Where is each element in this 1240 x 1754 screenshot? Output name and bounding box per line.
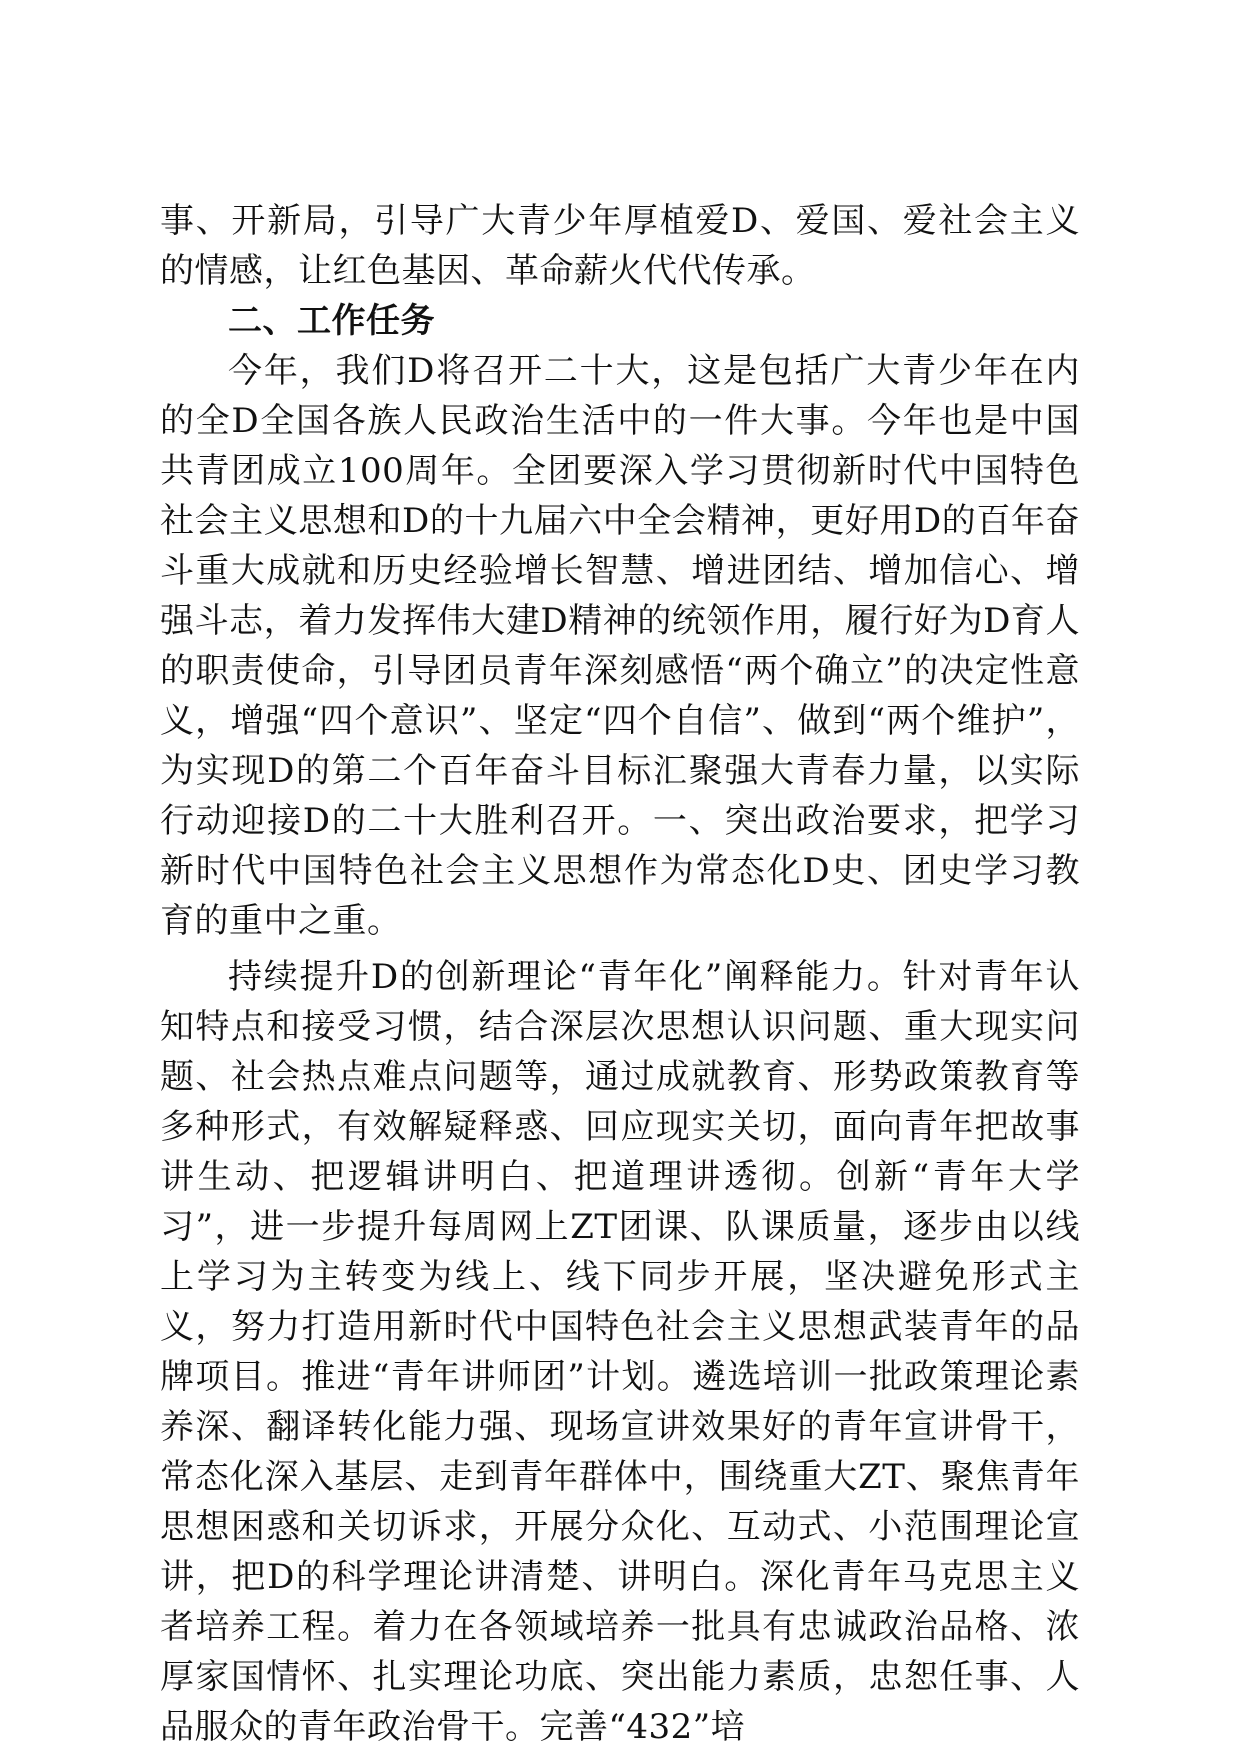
paragraph-continuation: 事、开新局，引导广大青少年厚植爱D、爱国、爱社会主义的情感，让红色基因、革命薪火代代传承。 bbox=[160, 201, 1080, 291]
section-heading: 二、工作任务 bbox=[228, 301, 435, 341]
paragraph-tasks: 今年，我们D将召开二十大，这是包括广大青少年在内的全D全国各族人民政治生活中的一件大事。今年也是中国共青团成立100周年。全团要深入学习贯彻新时代中国特色社会主义思想和D的十九届六中全会精神，更好用D的百年奋斗重大成就和历史经验增长智慧、增进团结、增加信心、增强斗志，着力发挥伟大建D精神的统领作用，履行好为D育人的职责使命，引导团员青年深刻感悟“两个确立”的决定性意义，增强“四个意识”、坚定“四个自信”、做到“两个维护”，为实现D的第二个百年奋斗目标汇聚强大青春力量，以实际行动迎接D的二十大胜利召开。一、突出政治要求，把学习新时代中国特色社会主义思想作为常态化D史、团史学习教育的重中之重。 bbox=[160, 351, 1080, 941]
paragraph-theory: 持续提升D的创新理论“青年化”阐释能力。针对青年认知特点和接受习惯，结合深层次思想认识问题、重大现实问题、社会热点难点问题等，通过成就教育、形势政策教育等多种形式，有效解疑释惑、回应现实关切，面向青年把故事讲生动、把逻辑讲明白、把道理讲透彻。创新“青年大学习”，进一步提升每周网上ZT团课、队课质量，逐步由以线上学习为主转变为线上、线下同步开展，坚决避免形式主义，努力打造用新时代中国特色社会主义思想武装青年的品牌项目。推进“青年讲师团”计划。遴选培训一批政策理论素养深、翻译转化能力强、现场宣讲效果好的青年宣讲骨干，常态化深入基层、走到青年群体中，围绕重大ZT、聚焦青年思想困惑和关切诉求，开展分众化、互动式、小范围理论宣讲，把D的科学理论讲清楚、讲明白。深化青年马克思主义者培养工程。着力在各领域培养一批具有忠诚政治品格、浓厚家国情怀、扎实理论功底、突出能力素质，忠恕任事、人品服众的青年政治骨干。完善“432”培 bbox=[160, 957, 1080, 1747]
document-body bbox=[160, 196, 1080, 1752]
